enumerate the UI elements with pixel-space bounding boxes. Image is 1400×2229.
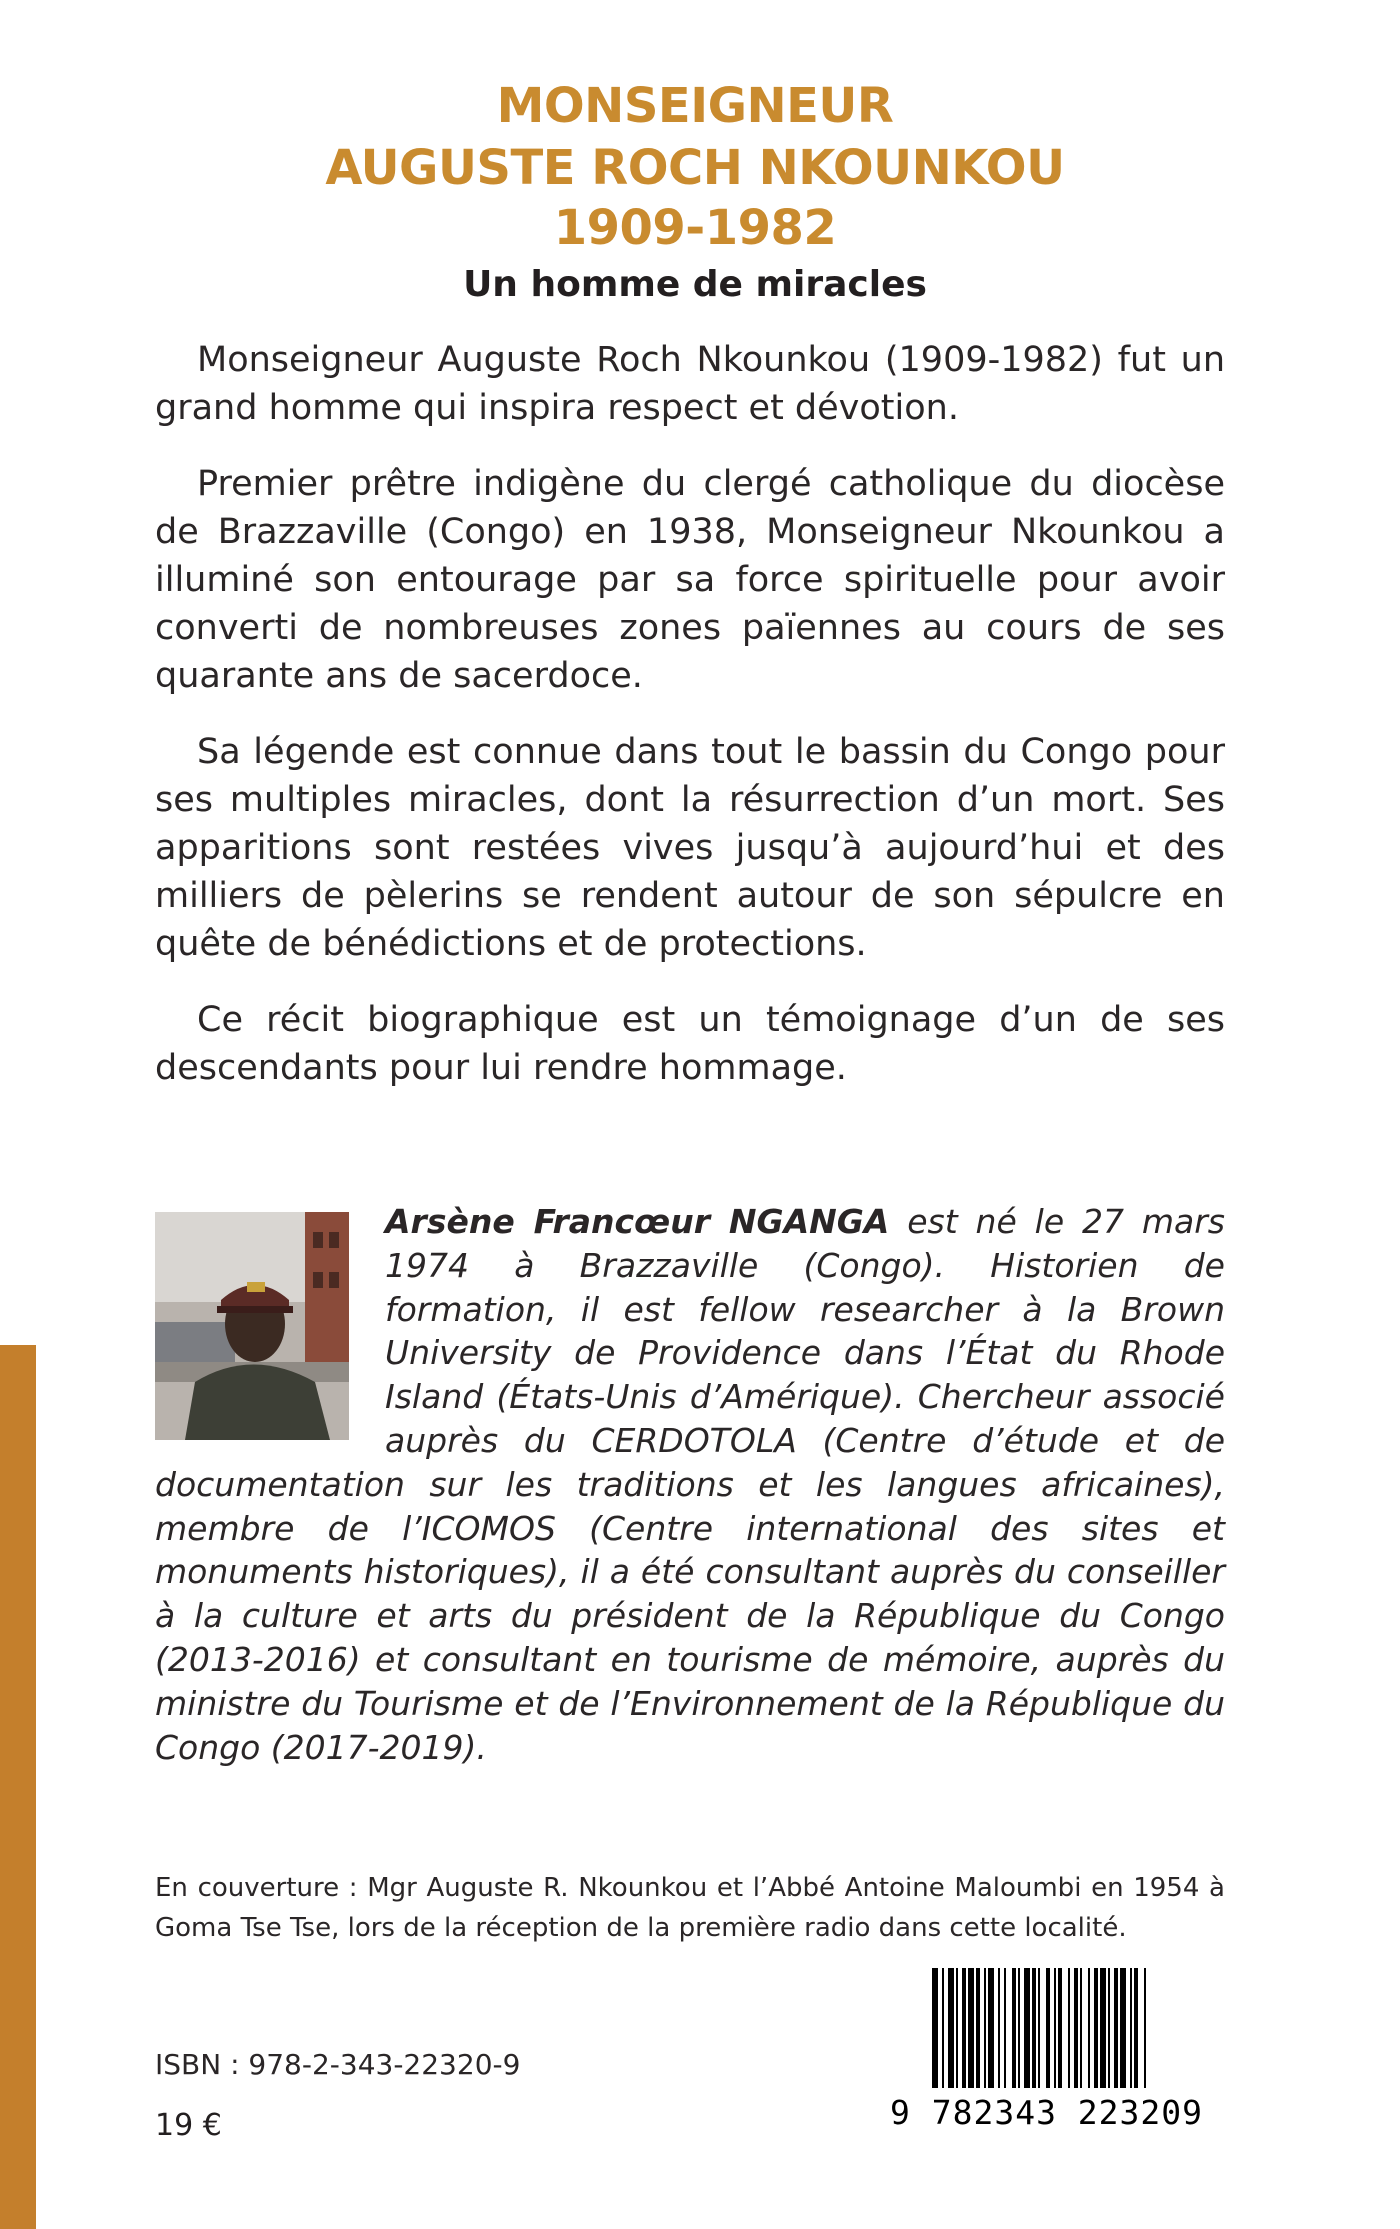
author-bio-text: est né le 27 mars 1974 à Brazzaville (Congo). Historien de formation, il est fellow researcher à la Brown University de Providence dans l’État du Rhode Island (États-Unis d’Amérique). Chercheur associé auprès du CERDOTOLA (Centre d’étude et de documentation sur les traditions et les langues africaines), membre de l’ICOMOS (Centre international des sites et monuments historiques), il a été consultant auprès du conseiller à la culture et arts du président de la République du Congo (2013-2016) et consultant en tourisme de mémoire, auprès du ministre du Tourisme et de l’Environnement de la République du Congo (2017-2019). [155,1202,1225,1767]
barcode-bar [976,1968,980,2088]
summary-paragraph-1: Monseigneur Auguste Roch Nkounkou (1909-1982) fut un grand homme qui inspira respect et dévotion. [155,340,1225,428]
barcode-bar [1054,1968,1056,2088]
summary [155,336,1225,1120]
barcode-bar [956,1968,958,2088]
barcode-bar [1088,1968,1090,2088]
barcode-bar [942,1968,944,2088]
barcode-bar [1108,1968,1110,2088]
summary-paragraph-3: Sa légende est connue dans tout le bassin du Congo pour ses multiples miracles, dont la résurrection d’un mort. Ses apparitions sont restées vives jusqu’à aujourd’hui et des milliers de pèlerins se rendent autour de son sépulcre en quête de bénédictions et de protections. [155,732,1225,964]
barcode-bar [1130,1968,1132,2088]
barcode-bar [1080,1968,1082,2088]
barcode-bar [1024,1968,1030,2088]
summary-paragraph-4: Ce récit biographique est un témoignage d’un de ses descendants pour lui rendre hommage. [155,1000,1225,1088]
author-bio [155,1200,1225,1769]
price: 19 € [155,2108,222,2143]
barcode-bar [1120,1968,1126,2088]
barcode-bar [1058,1968,1062,2088]
accent-bar [0,1345,36,2229]
title-line-2: AUGUSTE ROCH NKOUNKOU [325,140,1065,196]
barcode-bar [1004,1968,1006,2088]
cover-credit: En couverture : Mgr Auguste R. Nkounkou et l’Abbé Antoine Maloumbi en 1954 à Goma Tse Tse, lors de la réception de la première radio dans cette localité. [155,1873,1225,1943]
barcode-bar [1074,1968,1078,2088]
author-name: Arsène Francœur NGANGA [385,1202,890,1241]
summary-paragraph-2: Premier prêtre indigène du clergé catholique du diocèse de Brazzaville (Congo) en 1938, Monseigneur Nkounkou a illuminé son entourage par sa force spirituelle pour avoir converti de nombreuses zones païennes au cours de ses quarante ans de sacerdoce. [155,464,1225,696]
barcode-bar [1038,1968,1040,2088]
barcode-bar [1018,1968,1020,2088]
photo-spacer [155,1200,385,1450]
isbn: ISBN : 978-2-343-22320-9 [155,2048,521,2081]
subtitle: Un homme de miracles [463,264,927,305]
barcode-bar [932,1968,938,2088]
barcode-bar [968,1968,974,2088]
barcode-bar [962,1968,966,2088]
barcode-bar [998,1968,1000,2088]
barcode-bar [988,1968,994,2088]
title-years: 1909-1982 [553,200,837,256]
barcode-bar [1094,1968,1098,2088]
barcode-bar [948,1968,954,2088]
barcode-bar [1032,1968,1036,2088]
title-line-1: MONSEIGNEUR [496,78,894,134]
barcode-bar [984,1968,986,2088]
barcode-bar [1144,1968,1146,2088]
barcode-bar [1100,1968,1106,2088]
barcode-bar [1134,1968,1138,2088]
barcode-bar [1012,1968,1016,2088]
barcode-bar [1046,1968,1050,2088]
barcode-bar [1068,1968,1070,2088]
barcode-digits: 9 782343 223209 [890,2093,1204,2132]
barcode-bar [1114,1968,1118,2088]
